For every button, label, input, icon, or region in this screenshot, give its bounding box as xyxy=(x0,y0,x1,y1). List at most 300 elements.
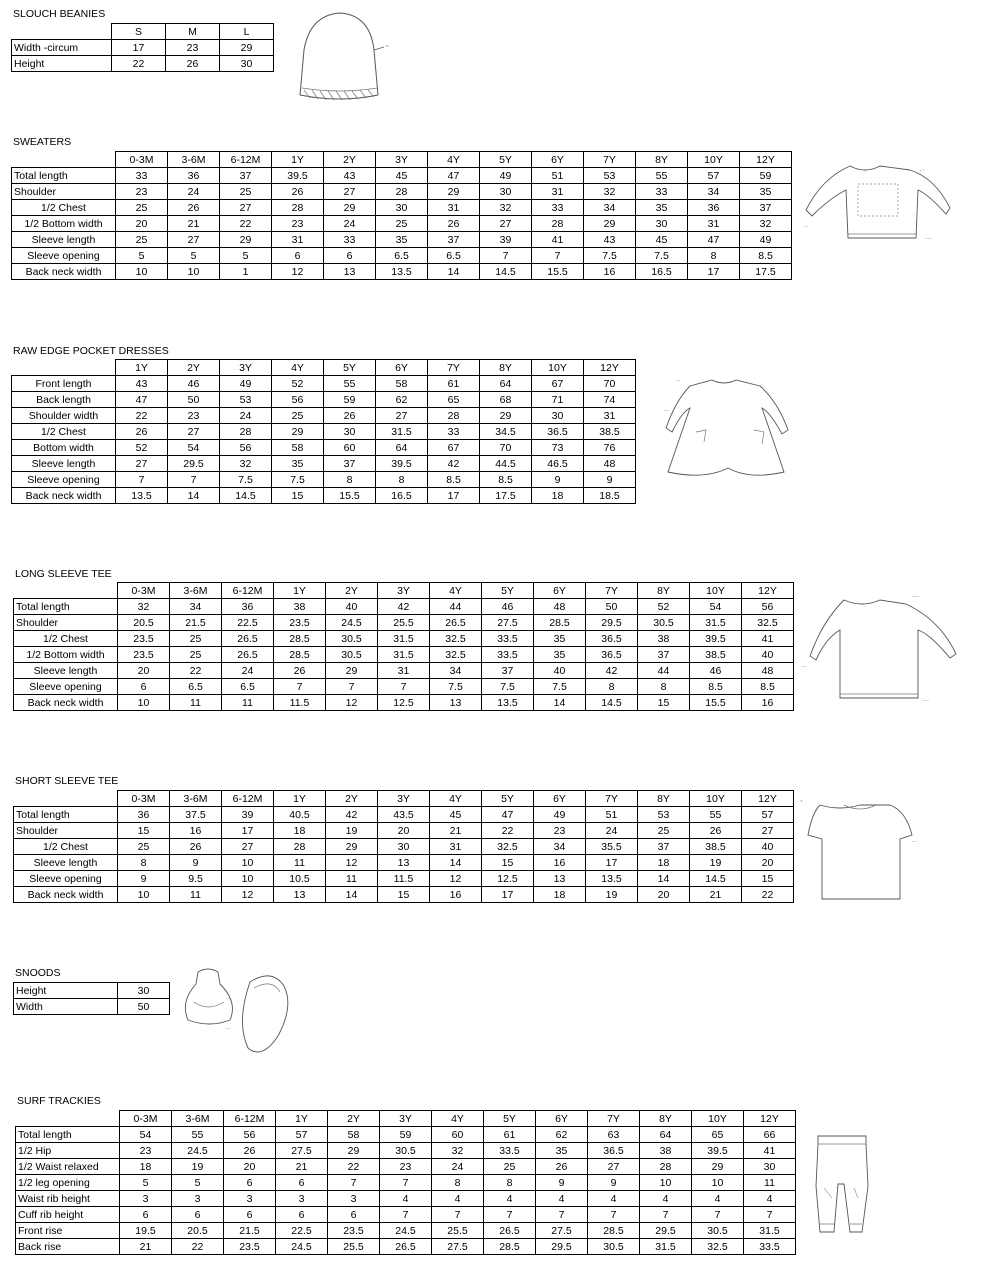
measurement-cell: 6 xyxy=(224,1175,276,1191)
row-label-cell: Cuff rib height xyxy=(16,1207,120,1223)
measurement-cell: 8 xyxy=(586,679,638,695)
measurement-cell: 20 xyxy=(116,216,168,232)
measurement-cell: 68 xyxy=(480,392,532,408)
measurement-cell: 27.5 xyxy=(482,615,534,631)
shorttee-title: SHORT SLEEVE TEE xyxy=(15,775,119,787)
measurement-cell: 30 xyxy=(636,216,688,232)
header-blank-cell xyxy=(12,360,116,376)
measurement-cell: 23.5 xyxy=(118,647,170,663)
size-header-cell: 3Y xyxy=(376,152,428,168)
measurement-cell: 24.5 xyxy=(380,1223,432,1239)
measurement-cell: 10 xyxy=(118,887,170,903)
measurement-cell: 8.5 xyxy=(690,679,742,695)
measurement-cell: 62 xyxy=(376,392,428,408)
measurement-cell: 33 xyxy=(428,424,480,440)
measurement-cell: 30 xyxy=(118,983,170,999)
measurement-cell: 32 xyxy=(118,599,170,615)
header-blank-cell xyxy=(12,152,116,168)
measurement-cell: 29.5 xyxy=(168,456,220,472)
measurement-cell: 43.5 xyxy=(378,807,430,823)
size-header-cell: 4Y xyxy=(430,791,482,807)
measurement-cell: 22 xyxy=(328,1159,380,1175)
measurement-cell: 32.5 xyxy=(692,1239,744,1255)
measurement-cell: 42 xyxy=(586,663,638,679)
measurement-cell: 33.5 xyxy=(484,1143,536,1159)
measurement-cell: 5 xyxy=(168,248,220,264)
row-label-cell: Total length xyxy=(16,1127,120,1143)
size-header-cell: 2Y xyxy=(324,152,376,168)
size-header-cell: 3-6M xyxy=(172,1111,224,1127)
size-header-cell: 7Y xyxy=(588,1111,640,1127)
measurement-cell: 26 xyxy=(324,408,376,424)
measurement-cell: 21 xyxy=(168,216,220,232)
measurement-cell: 56 xyxy=(220,440,272,456)
trackies-title: SURF TRACKIES xyxy=(17,1095,101,1107)
measurement-cell: 25 xyxy=(484,1159,536,1175)
measurement-cell: 25 xyxy=(272,408,324,424)
measurement-cell: 7.5 xyxy=(636,248,688,264)
measurement-cell: 14.5 xyxy=(690,871,742,887)
row-label-cell: 1/2 Chest xyxy=(14,839,118,855)
measurement-cell: 28 xyxy=(532,216,584,232)
size-header-cell: 7Y xyxy=(586,791,638,807)
measurement-cell: 27 xyxy=(376,408,428,424)
measurement-cell: 51 xyxy=(532,168,584,184)
measurement-cell: 14 xyxy=(326,887,378,903)
measurement-cell: 26.5 xyxy=(222,647,274,663)
measurement-cell: 7 xyxy=(326,679,378,695)
measurement-cell: 40 xyxy=(326,599,378,615)
table-row xyxy=(12,264,792,280)
measurement-cell: 18.5 xyxy=(584,488,636,504)
measurement-cell: 33.5 xyxy=(482,647,534,663)
measurement-cell: 41 xyxy=(532,232,584,248)
dresses-size-table xyxy=(11,359,636,504)
measurement-cell: 34 xyxy=(430,663,482,679)
measurement-cell: 50 xyxy=(168,392,220,408)
measurement-cell: 27 xyxy=(480,216,532,232)
size-header-cell: 6Y xyxy=(376,360,428,376)
measurement-cell: 21 xyxy=(120,1239,172,1255)
svg-text:~~~: ~~~ xyxy=(922,698,930,703)
measurement-cell: 57 xyxy=(688,168,740,184)
measurement-cell: 23.5 xyxy=(224,1239,276,1255)
row-label-cell: Width xyxy=(14,999,118,1015)
measurement-cell: 33 xyxy=(116,168,168,184)
measurement-cell: 42 xyxy=(326,807,378,823)
row-label-cell: 1/2 Chest xyxy=(12,200,116,216)
measurement-cell: 6 xyxy=(276,1175,328,1191)
measurement-cell: 64 xyxy=(640,1127,692,1143)
measurement-cell: 74 xyxy=(584,392,636,408)
measurement-cell: 8 xyxy=(484,1175,536,1191)
measurement-cell: 23 xyxy=(534,823,586,839)
header-blank-cell xyxy=(16,1111,120,1127)
measurement-cell: 22 xyxy=(116,408,168,424)
measurement-cell: 17.5 xyxy=(740,264,792,280)
measurement-cell: 48 xyxy=(534,599,586,615)
table-row xyxy=(16,1239,796,1255)
size-header-cell: 3-6M xyxy=(170,583,222,599)
measurement-cell: 11 xyxy=(170,887,222,903)
shorttee-sketch-image xyxy=(800,795,930,905)
measurement-cell: 37 xyxy=(428,232,480,248)
size-header-cell: 0-3M xyxy=(120,1111,172,1127)
measurement-cell: 54 xyxy=(168,440,220,456)
measurement-cell: 34 xyxy=(170,599,222,615)
measurement-cell: 30 xyxy=(378,839,430,855)
measurement-cell: 58 xyxy=(272,440,324,456)
longtee-header-row xyxy=(14,583,794,599)
sweaters-header-row xyxy=(12,152,792,168)
row-label-cell: Sleeve length xyxy=(12,232,116,248)
measurement-cell: 24 xyxy=(324,216,376,232)
measurement-cell: 6.5 xyxy=(428,248,480,264)
sweaters-title: SWEATERS xyxy=(13,136,72,148)
size-header-cell: 10Y xyxy=(688,152,740,168)
measurement-cell: 53 xyxy=(220,392,272,408)
measurement-cell: 32 xyxy=(740,216,792,232)
measurement-cell: 29 xyxy=(220,40,274,56)
measurement-cell: 37.5 xyxy=(170,807,222,823)
measurement-cell: 21 xyxy=(690,887,742,903)
measurement-cell: 56 xyxy=(742,599,794,615)
table-row xyxy=(14,599,794,615)
measurement-cell: 53 xyxy=(638,807,690,823)
measurement-cell: 43 xyxy=(116,376,168,392)
measurement-cell: 37 xyxy=(638,647,690,663)
measurement-cell: 26.5 xyxy=(380,1239,432,1255)
measurement-cell: 18 xyxy=(638,855,690,871)
measurement-cell: 70 xyxy=(480,440,532,456)
measurement-cell: 31 xyxy=(584,408,636,424)
measurement-cell: 76 xyxy=(584,440,636,456)
table-row xyxy=(12,168,792,184)
measurement-cell: 29 xyxy=(324,200,376,216)
table-row xyxy=(14,679,794,695)
row-label-cell: Sleeve opening xyxy=(12,472,116,488)
measurement-cell: 7 xyxy=(380,1175,432,1191)
measurement-cell: 41 xyxy=(742,631,794,647)
measurement-cell: 13 xyxy=(324,264,376,280)
size-header-cell: M xyxy=(166,24,220,40)
size-header-cell: 1Y xyxy=(274,791,326,807)
measurement-cell: 8 xyxy=(688,248,740,264)
row-label-cell: Total length xyxy=(14,599,118,615)
measurement-cell: 6 xyxy=(118,679,170,695)
measurement-cell: 25 xyxy=(170,647,222,663)
measurement-cell: 32 xyxy=(584,184,636,200)
measurement-cell: 12.5 xyxy=(482,871,534,887)
svg-text:~~: ~~ xyxy=(920,168,925,173)
measurement-cell: 17 xyxy=(222,823,274,839)
measurement-cell: 35 xyxy=(272,456,324,472)
measurement-cell: 37 xyxy=(740,200,792,216)
size-header-cell: 7Y xyxy=(584,152,636,168)
measurement-cell: 8 xyxy=(638,679,690,695)
measurement-cell: 38 xyxy=(638,631,690,647)
measurement-cell: 13.5 xyxy=(116,488,168,504)
measurement-cell: 12 xyxy=(326,855,378,871)
measurement-cell: 23.5 xyxy=(328,1223,380,1239)
measurement-cell: 44 xyxy=(638,663,690,679)
measurement-cell: 59 xyxy=(380,1127,432,1143)
measurement-cell: 60 xyxy=(432,1127,484,1143)
measurement-cell: 27.5 xyxy=(536,1223,588,1239)
table-row xyxy=(16,1159,796,1175)
measurement-cell: 73 xyxy=(532,440,584,456)
measurement-cell: 32 xyxy=(480,200,532,216)
measurement-cell: 15.5 xyxy=(532,264,584,280)
measurement-cell: 47 xyxy=(428,168,480,184)
size-header-cell: 8Y xyxy=(636,152,688,168)
measurement-cell: 37 xyxy=(220,168,272,184)
measurement-cell: 7 xyxy=(532,248,584,264)
measurement-cell: 27 xyxy=(588,1159,640,1175)
measurement-cell: 12 xyxy=(326,695,378,711)
measurement-cell: 66 xyxy=(744,1127,796,1143)
measurement-cell: 39.5 xyxy=(692,1143,744,1159)
row-label-cell: 1/2 Waist relaxed xyxy=(16,1159,120,1175)
row-label-cell: Shoulder xyxy=(12,184,116,200)
measurement-cell: 3 xyxy=(172,1191,224,1207)
measurement-cell: 41 xyxy=(744,1143,796,1159)
table-row xyxy=(16,1223,796,1239)
measurement-cell: 25.5 xyxy=(328,1239,380,1255)
measurement-cell: 12.5 xyxy=(378,695,430,711)
size-header-cell: 4Y xyxy=(432,1111,484,1127)
size-header-cell: 5Y xyxy=(480,152,532,168)
measurement-cell: 17.5 xyxy=(480,488,532,504)
measurement-cell: 5 xyxy=(172,1175,224,1191)
measurement-cell: 25 xyxy=(170,631,222,647)
sweaters-size-table xyxy=(11,151,792,280)
measurement-cell: 37 xyxy=(324,456,376,472)
shorttee-size-table xyxy=(13,790,794,903)
measurement-cell: 8 xyxy=(432,1175,484,1191)
measurement-cell: 23 xyxy=(120,1143,172,1159)
measurement-cell: 15 xyxy=(378,887,430,903)
row-label-cell: Shoulder xyxy=(14,615,118,631)
size-header-cell: 10Y xyxy=(692,1111,744,1127)
measurement-cell: 14 xyxy=(168,488,220,504)
measurement-cell: 58 xyxy=(328,1127,380,1143)
measurement-cell: 55 xyxy=(172,1127,224,1143)
measurement-cell: 28.5 xyxy=(274,647,326,663)
measurement-cell: 3 xyxy=(224,1191,276,1207)
size-header-cell: 6-12M xyxy=(224,1111,276,1127)
measurement-cell: 49 xyxy=(534,807,586,823)
table-row xyxy=(12,56,274,72)
measurement-cell: 18 xyxy=(532,488,584,504)
measurement-cell: 26 xyxy=(274,663,326,679)
size-header-cell: 4Y xyxy=(272,360,324,376)
measurement-cell: 9 xyxy=(170,855,222,871)
measurement-cell: 7 xyxy=(116,472,168,488)
measurement-cell: 26 xyxy=(536,1159,588,1175)
measurement-cell: 15 xyxy=(272,488,324,504)
measurement-cell: 7 xyxy=(380,1207,432,1223)
sweater-sketch-image xyxy=(800,158,960,258)
header-blank-cell xyxy=(14,791,118,807)
measurement-cell: 39 xyxy=(480,232,532,248)
size-header-cell: 0-3M xyxy=(116,152,168,168)
measurement-cell: 13.5 xyxy=(482,695,534,711)
row-label-cell: Height xyxy=(14,983,118,999)
measurement-cell: 44.5 xyxy=(480,456,532,472)
measurement-cell: 47 xyxy=(482,807,534,823)
row-label-cell: Total length xyxy=(12,168,116,184)
measurement-cell: 11 xyxy=(274,855,326,871)
measurement-cell: 6 xyxy=(272,248,324,264)
measurement-cell: 51 xyxy=(586,807,638,823)
measurement-cell: 25 xyxy=(220,184,272,200)
measurement-cell: 59 xyxy=(740,168,792,184)
svg-text:~~~: ~~~ xyxy=(912,594,920,599)
measurement-cell: 19.5 xyxy=(120,1223,172,1239)
measurement-cell: 60 xyxy=(324,440,376,456)
table-row xyxy=(16,1175,796,1191)
measurement-cell: 28 xyxy=(640,1159,692,1175)
measurement-cell: 6.5 xyxy=(222,679,274,695)
measurement-cell: 7 xyxy=(536,1207,588,1223)
measurement-cell: 35 xyxy=(534,631,586,647)
measurement-cell: 16.5 xyxy=(636,264,688,280)
measurement-cell: 25 xyxy=(638,823,690,839)
measurement-cell: 26 xyxy=(168,200,220,216)
measurement-cell: 55 xyxy=(690,807,742,823)
size-header-cell: 6Y xyxy=(534,791,586,807)
size-header-cell: 3Y xyxy=(380,1111,432,1127)
table-row xyxy=(12,184,792,200)
size-header-cell: 5Y xyxy=(482,791,534,807)
measurement-cell: 3 xyxy=(328,1191,380,1207)
measurement-cell: 16 xyxy=(170,823,222,839)
measurement-cell: 14 xyxy=(638,871,690,887)
measurement-cell: 46 xyxy=(482,599,534,615)
measurement-cell: 29 xyxy=(326,839,378,855)
svg-text:~~: ~~ xyxy=(804,224,809,229)
shorttee-header-row xyxy=(14,791,794,807)
measurement-cell: 39.5 xyxy=(690,631,742,647)
size-header-cell: 12Y xyxy=(742,583,794,599)
table-row xyxy=(12,248,792,264)
measurement-cell: 28.5 xyxy=(274,631,326,647)
size-header-cell: 2Y xyxy=(328,1111,380,1127)
measurement-cell: 13.5 xyxy=(376,264,428,280)
measurement-cell: 9 xyxy=(532,472,584,488)
measurement-cell: 31.5 xyxy=(378,647,430,663)
row-label-cell: Shoulder xyxy=(14,823,118,839)
measurement-cell: 36.5 xyxy=(588,1143,640,1159)
measurement-cell: 37 xyxy=(638,839,690,855)
measurement-cell: 59 xyxy=(324,392,376,408)
measurement-cell: 11 xyxy=(170,695,222,711)
measurement-cell: 13.5 xyxy=(586,871,638,887)
table-row xyxy=(16,1191,796,1207)
measurement-cell: 67 xyxy=(532,376,584,392)
size-header-cell: 3Y xyxy=(378,583,430,599)
table-row xyxy=(12,232,792,248)
measurement-cell: 38 xyxy=(640,1143,692,1159)
measurement-cell: 17 xyxy=(428,488,480,504)
measurement-cell: 58 xyxy=(376,376,428,392)
measurement-cell: 27 xyxy=(168,424,220,440)
measurement-cell: 27 xyxy=(220,200,272,216)
measurement-cell: 20.5 xyxy=(172,1223,224,1239)
measurement-cell: 23 xyxy=(116,184,168,200)
trackies-header-row xyxy=(16,1111,796,1127)
measurement-cell: 25.5 xyxy=(378,615,430,631)
measurement-cell: 46 xyxy=(690,663,742,679)
table-row xyxy=(14,695,794,711)
measurement-cell: 52 xyxy=(116,440,168,456)
measurement-cell: 10 xyxy=(222,871,274,887)
measurement-cell: 36.5 xyxy=(532,424,584,440)
row-label-cell: 1/2 Hip xyxy=(16,1143,120,1159)
measurement-cell: 20 xyxy=(742,855,794,871)
table-row xyxy=(12,40,274,56)
measurement-cell: 12 xyxy=(272,264,324,280)
beanie-sketch-image xyxy=(290,10,400,105)
size-header-cell: 6Y xyxy=(532,152,584,168)
size-header-cell: 3-6M xyxy=(170,791,222,807)
measurement-cell: 36 xyxy=(688,200,740,216)
measurement-cell: 27 xyxy=(168,232,220,248)
measurement-cell: 10 xyxy=(692,1175,744,1191)
table-row xyxy=(12,456,636,472)
beanies-header-row xyxy=(12,24,274,40)
measurement-cell: 64 xyxy=(376,440,428,456)
measurement-cell: 40 xyxy=(742,647,794,663)
table-row xyxy=(14,839,794,855)
measurement-cell: 26.5 xyxy=(484,1223,536,1239)
measurement-cell: 4 xyxy=(744,1191,796,1207)
measurement-cell: 26 xyxy=(170,839,222,855)
measurement-cell: 6.5 xyxy=(170,679,222,695)
size-header-cell: 1Y xyxy=(272,152,324,168)
longtee-size-table xyxy=(13,582,794,711)
size-header-cell: 4Y xyxy=(428,152,480,168)
size-header-cell: 6Y xyxy=(536,1111,588,1127)
measurement-cell: 18 xyxy=(274,823,326,839)
measurement-cell: 23 xyxy=(168,408,220,424)
size-header-cell: 1Y xyxy=(274,583,326,599)
measurement-cell: 20 xyxy=(638,887,690,903)
table-row xyxy=(12,376,636,392)
measurement-cell: 33 xyxy=(324,232,376,248)
table-row xyxy=(12,408,636,424)
measurement-cell: 20 xyxy=(224,1159,276,1175)
measurement-cell: 24.5 xyxy=(172,1143,224,1159)
table-row xyxy=(12,472,636,488)
measurement-cell: 16 xyxy=(534,855,586,871)
measurement-cell: 35 xyxy=(740,184,792,200)
size-header-cell: 8Y xyxy=(638,791,690,807)
row-label-cell: Back neck width xyxy=(14,695,118,711)
size-header-cell: 6Y xyxy=(534,583,586,599)
measurement-cell: 47 xyxy=(116,392,168,408)
longtee-sketch-image xyxy=(800,590,970,710)
measurement-cell: 8 xyxy=(376,472,428,488)
table-row xyxy=(14,871,794,887)
measurement-cell: 52 xyxy=(638,599,690,615)
measurement-cell: 19 xyxy=(586,887,638,903)
measurement-cell: 17 xyxy=(112,40,166,56)
measurement-cell: 31 xyxy=(430,839,482,855)
size-header-cell: 6-12M xyxy=(222,791,274,807)
measurement-cell: 28.5 xyxy=(484,1239,536,1255)
